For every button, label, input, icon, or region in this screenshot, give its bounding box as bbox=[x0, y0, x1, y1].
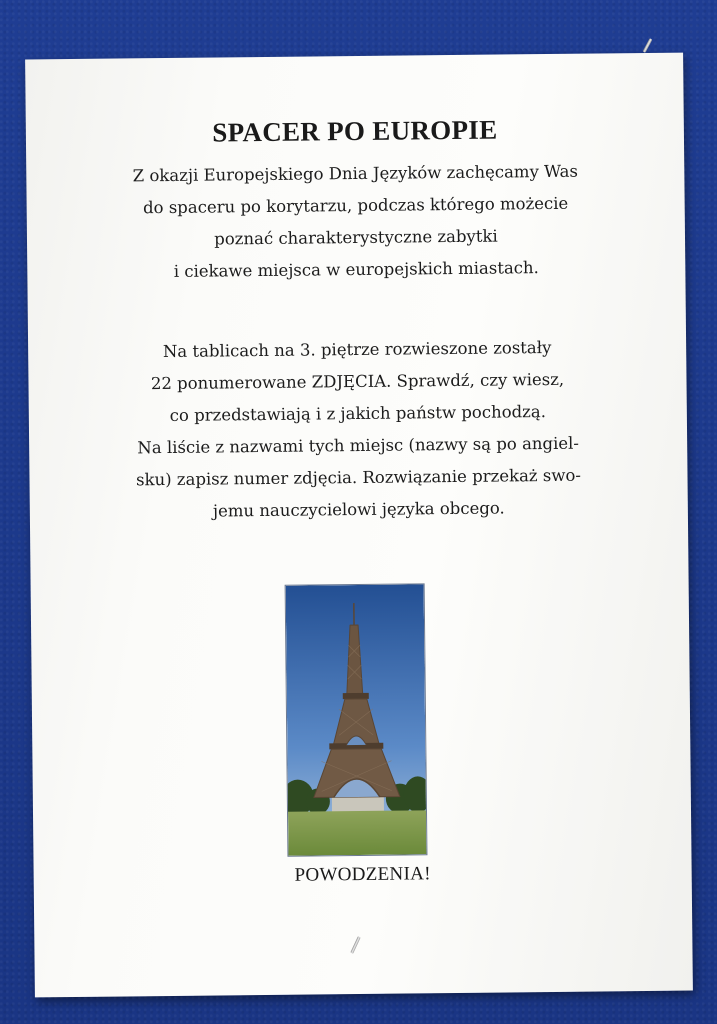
intro-line: do spaceru po korytarzu, podczas którego możecie bbox=[142, 193, 569, 218]
instruction-line: Na liście z nazwami tych miejsc (nazwy są po angiel- bbox=[137, 433, 580, 458]
pin-top-right bbox=[643, 38, 653, 53]
intro-line: poznać charakterystyczne zabytki bbox=[214, 226, 498, 249]
instruction-line: sku) zapisz numer zdjęcia. Rozwiązanie przekaż swo- bbox=[135, 465, 582, 490]
poster-sheet bbox=[25, 53, 693, 998]
intro-line: Z okazji Europejskiego Dnia Języków zachęcamy Was bbox=[132, 161, 579, 186]
poster-title: SPACER PO EUROPIE bbox=[212, 114, 498, 148]
eiffel-tower-photo bbox=[285, 583, 428, 856]
instruction-line: jemu nauczycielowi języka obcego. bbox=[212, 498, 505, 521]
intro-line: i ciekawe miejsca w europejskich miastach. bbox=[173, 258, 539, 281]
instruction-line: 22 ponumerowane ZDJĘCIA. Sprawdź, czy wiesz, bbox=[150, 369, 565, 394]
good-luck-text: POWODZENIA! bbox=[294, 863, 431, 886]
intro-paragraph bbox=[26, 155, 685, 290]
eiffel-tower-illustration bbox=[286, 584, 427, 855]
instruction-line: co przedstawiają i z jakich państw pochodzą. bbox=[169, 402, 547, 425]
instruction-line: Na tablicach na 3. piętrze rozwieszone zostały bbox=[162, 337, 552, 362]
instruction-paragraph bbox=[28, 331, 688, 530]
